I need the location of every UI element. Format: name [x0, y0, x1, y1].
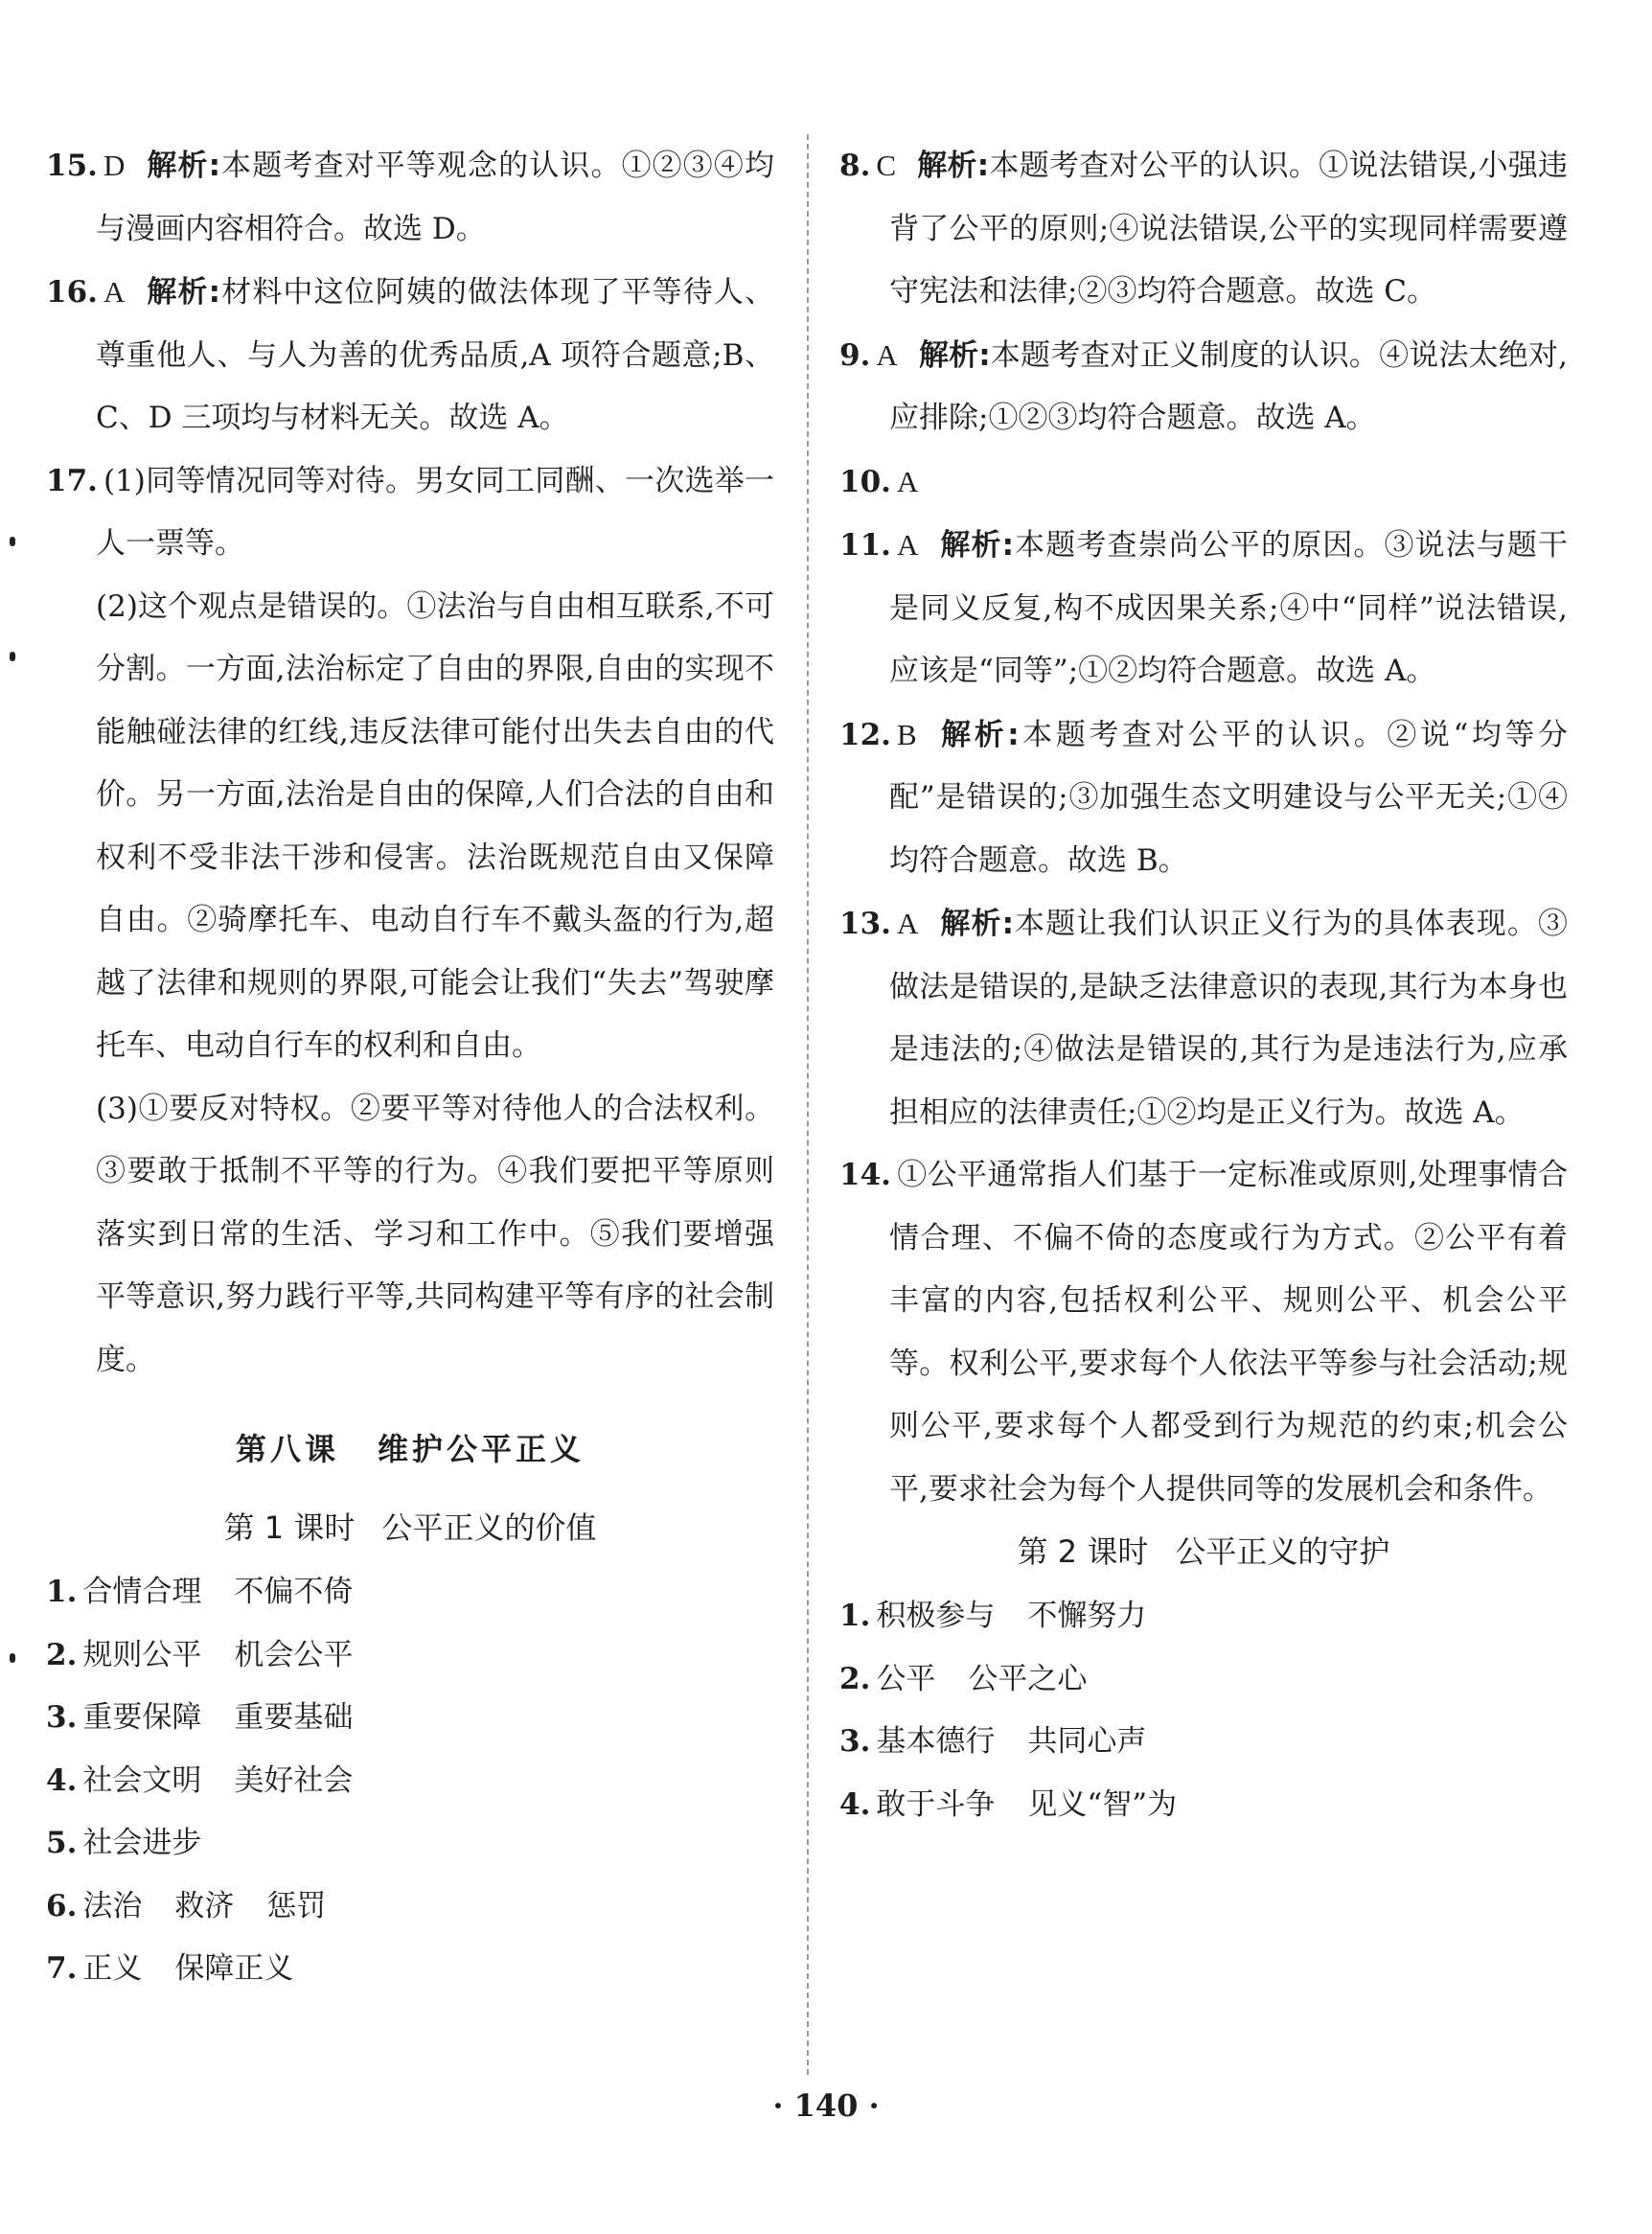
question-number: 15. [46, 149, 98, 183]
answer-10 [839, 450, 1568, 515]
answer-text: ①公平通常指人们基于一定标准或原则,处理事情合情合理、不偏不倚的态度或行为方式。②公平有着丰富的内容,包括权利公平、规则公平、机会公平等。权利公平,要求每个人依法平等参与社会活动;规则公平,要求每个人都受到行为规范的约束;机会公平,要求社会为每个人提供同等的发展机会和条件。 [889, 1158, 1568, 1507]
analysis-label: 解析: [939, 907, 1015, 941]
fill-answer-2: 2. 规则公平 机会公平 [46, 1637, 354, 1672]
answer-choice: A [896, 528, 919, 562]
fill-answer-1: 1. 合情合理 不偏不倚 [46, 1575, 354, 1609]
period-number: 第 2 课时 [1017, 1533, 1149, 1570]
question-number: 9. [839, 337, 871, 373]
page-number: · 140 · [772, 2087, 880, 2124]
analysis-text: 本题让我们认识正义行为的具体表现。③做法是错误的,是缺乏法律意识的表现,其行为本身也是违法的;④做法是错误的,其行为是违法行为,应承担相应的法律责任;①②均是正义行为。故选 A。 [889, 907, 1569, 1130]
answer-15 [46, 134, 774, 261]
answer-13 [839, 892, 1568, 1144]
fill-answer-4: 4. 敢于斗争 见义“智”为 [839, 1786, 1178, 1822]
period-name: 公平正义的守护 [1175, 1533, 1390, 1570]
fill-answer-4: 4. 社会文明 美好社会 [46, 1762, 354, 1798]
analysis-text: 本题考查对公平的认识。①说法错误,小强违背了公平的原则;④说法错误,公平的实现同样需要遵守宪法和法律;②③均符合题意。故选 C。 [889, 149, 1568, 309]
period-1-title [46, 1497, 774, 1559]
question-number: 17. [46, 463, 98, 498]
analysis-text: 材料中这位阿姨的做法体现了平等待人、尊重他人、与人为善的优秀品质,A 项符合题意;B、C、D 三项均与材料无关。故选 A。 [96, 275, 775, 435]
analysis-label: 解析: [917, 149, 990, 183]
analysis-text: 本题考查对正义制度的认识。④说法太绝对,应排除;①②③均符合题意。故选 A。 [889, 337, 1568, 435]
analysis-label: 解析: [939, 528, 1015, 563]
answer-11 [839, 514, 1568, 703]
answer-choice: C [876, 149, 897, 182]
answer-choice: B [896, 717, 917, 751]
question-number: 8. [839, 149, 871, 183]
answer-choice: A [103, 275, 126, 309]
question-number: 10. [839, 464, 891, 499]
binding-mark [10, 652, 15, 661]
left-column [46, 134, 774, 2001]
question-number: 14. [839, 1158, 891, 1192]
period-name: 公平正义的价值 [381, 1509, 597, 1546]
binding-mark [10, 1653, 15, 1663]
answer-8 [839, 134, 1568, 324]
analysis-label: 解析: [918, 337, 991, 373]
answer-17-part1 [46, 450, 774, 576]
question-number: 16. [46, 275, 98, 310]
fill-answer-3: 3. 基本德行 共同心声 [839, 1724, 1147, 1759]
right-column [839, 134, 1568, 1836]
answer-16 [46, 261, 774, 450]
answer-text: (1)同等情况同等对待。男女同工同酬、一次选举一人一票等。 [96, 463, 774, 561]
fill-answer-6: 6. 法治 救济 惩罚 [46, 1888, 327, 1923]
column-divider [807, 134, 809, 2075]
period-number: 第 1 课时 [223, 1509, 356, 1546]
analysis-label: 解析: [146, 275, 221, 310]
answer-12 [839, 703, 1568, 893]
binding-mark [10, 537, 15, 546]
question-number: 11. [839, 528, 891, 563]
question-number: 13. [839, 907, 891, 941]
analysis-label: 解析: [146, 149, 221, 183]
question-number: 12. [839, 717, 891, 752]
lesson-name: 维护公平正义 [378, 1431, 585, 1467]
period-2-title [839, 1521, 1568, 1583]
answer-choice: A [896, 464, 919, 498]
lesson-number: 第八课 [235, 1431, 339, 1467]
fill-answer-7: 7. 正义 保障正义 [46, 1951, 294, 1986]
answer-9 [839, 324, 1568, 450]
answer-choice: A [896, 907, 919, 940]
fill-answer-3: 3. 重要保障 重要基础 [46, 1700, 354, 1735]
answer-choice: D [103, 149, 126, 182]
analysis-text: 本题考查对公平的认识。②说“均等分配”是错误的;③加强生态文明建设与公平无关;①④均符合题意。故选 B。 [889, 717, 1568, 878]
fill-answer-5: 5. 社会进步 [46, 1826, 202, 1860]
fill-answer-1: 1. 积极参与 不懈努力 [839, 1599, 1147, 1633]
analysis-text: 本题考查对平等观念的认识。①②③④均与漫画内容相符合。故选 D。 [96, 149, 775, 246]
analysis-label: 解析: [937, 717, 1020, 752]
analysis-text: 本题考查崇尚公平的原因。③说法与题干是同义反复,构不成因果关系;④中“同样”说法错误,应该是“同等”;①②均符合题意。故选 A。 [889, 528, 1569, 688]
answer-17-part2: (2)这个观点是错误的。①法治与自由相互联系,不可分割。一方面,法治标定了自由的界限,自由的实现不能触碰法律的红线,违反法律可能付出失去自由的代价。另一方面,法治是自由的保障,人们合法的自由和权利不受非法干涉和侵害。法治既规范自由又保障自由。②骑摩托车、电动自行车不戴头盔的行为,超越了法律和规则的界限,可能会让我们“失去”驾驶摩托车、电动自行车的权利和自由。 [96, 588, 774, 1063]
fill-answer-2: 2. 公平 公平之心 [839, 1661, 1088, 1696]
answer-14 [839, 1144, 1568, 1521]
answer-17-part3: (3)①要反对特权。②要平等对待他人的合法权利。③要敢于抵制不平等的行为。④我们要把平等原则落实到日常的生活、学习和工作中。⑤我们要增强平等意识,努力践行平等,共同构建平等有序的社会制度。 [96, 1091, 774, 1377]
lesson-title [46, 1401, 774, 1497]
answer-choice: A [876, 337, 898, 372]
